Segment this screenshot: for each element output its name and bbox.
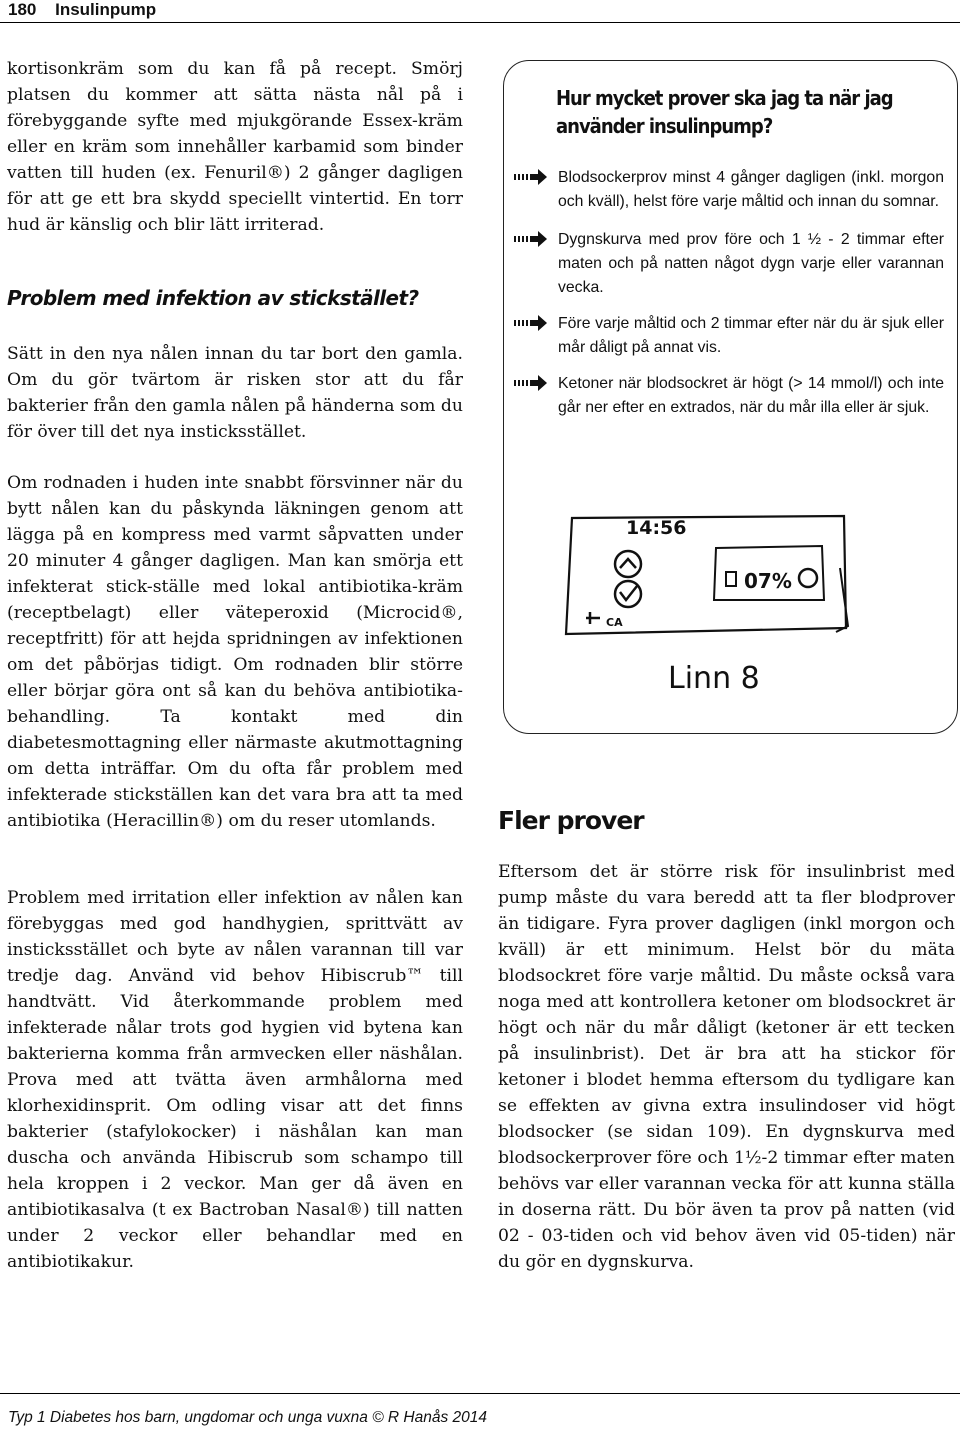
bullet-list (512, 166, 944, 432)
running-head (8, 0, 156, 20)
drawing-signature: Linn 8 (668, 661, 760, 696)
paragraph-redness: Om rodnaden i huden inte snabbt försvinner när du bytt nålen kan du påskynda läkningen genom att lägga på en kompress med varmt såpvatten under 20 minuter 4 gånger dagligen. Man kan smörja ett infekterat stick-ställe med lokal antibiotika-kräm (receptbelagt) eller väteperoxid (Microcid®, receptfritt) för att hejda spridningen av infektionen om det påbörjas tidigt. Om rodnaden blir större eller börjar göra ont så kan du behöva antibiotika-behandling. Ta kontakt med din diabetesmottagning eller närmaste akutmottagning om detta inträffar. Om du ofta får problem med infekterade stickställen kan det vara bra att ta med antibiotika (Heracillin®) om du reser utomlands. (7, 473, 463, 831)
drawing-percent: 07% (744, 569, 792, 593)
heading-infection: Problem med infektion av stickstället? (7, 286, 419, 310)
page-number: 180 (8, 0, 37, 19)
bullet-item (512, 312, 944, 360)
header-rule (0, 22, 960, 23)
paragraph-more-tests: Eftersom det är större risk för insulinbrist med pump måste du vara beredd att ta fler blodprover än tidigare. Fyra prover dagligen (inkl morgon och kväll) är ett minimum. Helst bör du mäta blodsockret före varje måltid. Du måste också vara noga med att kontrollera ketoner om blodsockret är högt och när du mår dåligt (ketoner är ett tecken på insulinbrist). Det är bra att ha stickor för ketoner i blodet hemma eftersom du tydligare kan se effekten av givna extra insulindoser vid högt blodsocker (se sidan 109). En dygnskurva med blodsockerprover före och 1½-2 timmar efter maten behövs var eller varannan vecka för att kunna ställa in doserna rätt. Du bör även ta prov på natten (vid 02 - 03-tiden och vid behov även vid 05-tiden) när du gör en dygnskurva. (498, 862, 955, 1272)
arrow-icon (514, 168, 548, 186)
drawing-time: 14:56 (626, 517, 687, 539)
footer: Typ 1 Diabetes hos barn, ungdomar och unga vuxna © R Hanås 2014 (8, 1409, 488, 1426)
paragraph-hygiene: Problem med irritation eller infektion av nålen kan förebyggas med god handhygien, sprittvätt av insticksstället och byte av nålen varannan till var tredje dag. Använd vid behov Hibiscrub™ till handtvätt. Vid återkommande problem med infekterade nålar trots god hygien vid bytena kan bakterierna komma från armvecken eller näshålan. Prova med att tvätta även armhålorna med klorhexidinsprit. Om odling visar att det finns bakterier (stafylokocker) i näshålan kan man duscha och använda Hibiscrub som schampo till hela kroppen i 2 veckor. Man ger då även en antibiotikasalva (t ex Bactroban Nasal®) till natten under 2 veckor eller behandlar med en antibiotikakur. (7, 888, 463, 1272)
bullet-text: Dygnskurva med prov före och 1 ½ - 2 timmar efter maten och på natten något dygn varje eller varannan vecka. (558, 231, 944, 296)
heading-more-tests: Fler prover (498, 806, 644, 835)
left-column-3 (7, 470, 463, 834)
footer-rule (0, 1393, 960, 1394)
paragraph-skin-care: kortisonkräm som du kan få på recept. Smörj platsen du kommer att sätta nästa nål på i förebyggande syfte med mjukgörande Essex-kräm eller en kräm som innehåller karbamid som binder vatten till huden (ex. Fenuril®) 2 gånger dagligen för att ge ett bra skydd speciellt vintertid. En torr hud är känslig och blir lätt irriterad. (7, 59, 463, 235)
svg-text:CA: CA (606, 616, 623, 629)
arrow-icon (514, 230, 548, 248)
box-title: Hur mycket prover ska jag ta när jag använder insulinpump? (556, 86, 893, 138)
paragraph-insert-needle: Sätt in den nya nålen innan du tar bort den gamla. Om du gör tvärtom är risken stor att du får bakterier från den gamla nålen på händerna som du för över till det nya insticksstället. (7, 344, 463, 442)
left-column (7, 56, 463, 238)
arrow-icon (514, 374, 548, 392)
bullet-text: Ketoner när blodsockret är högt (> 14 mmol/l) och inte går ner efter en extrados, när du mår illa eller är sjuk. (558, 375, 944, 416)
bullet-item (512, 166, 944, 214)
bullet-item (512, 372, 944, 420)
bullet-text: Före varje måltid och 2 timmar efter när du är sjuk eller mår dåligt på annat vis. (558, 315, 944, 356)
bullet-item (512, 228, 944, 300)
left-column-2 (7, 341, 463, 445)
arrow-icon (514, 314, 548, 332)
chapter-title: Insulinpump (55, 0, 157, 19)
bullet-text: Blodsockerprov minst 4 gånger dagligen (inkl. morgon och kväll), helst före varje måltid och innan du somnar. (558, 169, 944, 210)
right-column (498, 859, 955, 1275)
pump-drawing (556, 508, 856, 708)
left-column-4 (7, 885, 463, 1275)
